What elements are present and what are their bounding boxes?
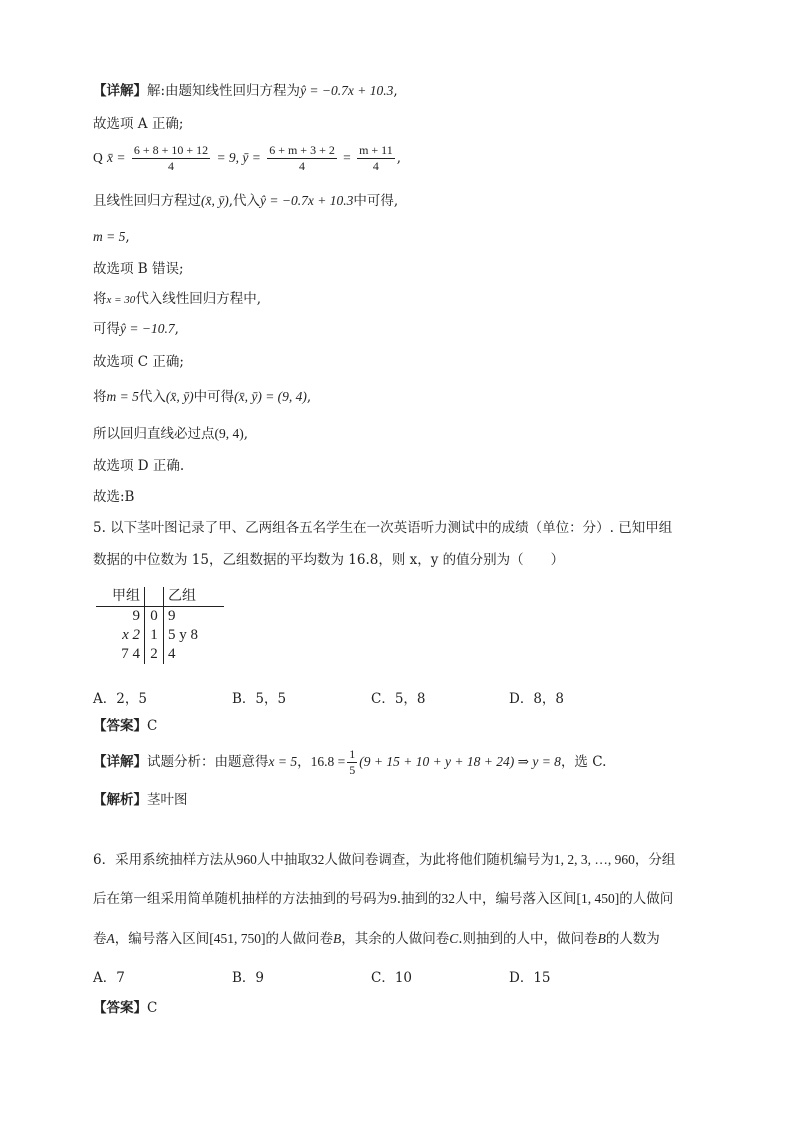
variable: B xyxy=(333,931,342,946)
denominator: 5 xyxy=(349,763,356,777)
q6-option-a: A．7 xyxy=(93,970,125,986)
text: 将 xyxy=(93,389,107,405)
q6-stem-line-1 xyxy=(93,851,675,869)
number: 960 xyxy=(236,852,257,867)
equation: m = 5 xyxy=(93,229,126,244)
q5-answer xyxy=(93,717,157,735)
solution-line-3 xyxy=(93,141,401,175)
leaf-right: 9 xyxy=(168,608,176,624)
punct: ， xyxy=(297,754,311,770)
punct: , xyxy=(306,389,312,405)
punct: , xyxy=(393,83,398,99)
equals: = xyxy=(343,150,351,165)
text: 所以回归直线必过点 xyxy=(93,426,215,442)
leaf-right: 5 y 8 xyxy=(168,627,198,643)
q6-stem-line-3 xyxy=(93,930,660,948)
equation: m = 5 xyxy=(106,389,139,404)
leaf-right: 4 xyxy=(168,646,176,662)
q5-stem-line-1: 5. 以下茎叶图记录了甲、乙两组各五名学生在一次英语听力测试中的成绩（单位：分）. 已知甲组 xyxy=(93,520,673,536)
punct: , xyxy=(396,150,402,166)
point: (x̄, ȳ) xyxy=(165,389,194,404)
interval: [451, 750] xyxy=(209,931,266,946)
numerator: 1 xyxy=(349,747,356,761)
symbol: Q xyxy=(93,150,103,165)
punct: , xyxy=(125,229,130,245)
fraction-1 xyxy=(132,143,210,174)
text: 解:由题知线性回归方程为 xyxy=(147,83,301,99)
q5-detail xyxy=(93,745,606,779)
fraction-3 xyxy=(357,143,395,174)
q6-option-b: B．9 xyxy=(232,970,265,986)
text: .抽到的 xyxy=(396,891,442,907)
q5-option-a: A．2，5 xyxy=(93,691,147,707)
equation: ŷ = −0.7x + 10.3 xyxy=(260,193,354,208)
fraction-2 xyxy=(267,143,337,174)
text: 代入 xyxy=(138,389,166,405)
punct: , xyxy=(174,321,179,337)
q6-answer xyxy=(93,999,157,1017)
point: (x̄, ȳ) xyxy=(201,193,229,208)
equation: 16.8 = xyxy=(310,754,346,769)
numerator: 6 + m + 3 + 2 xyxy=(269,143,335,157)
number: 9 xyxy=(390,891,397,906)
fraction xyxy=(347,747,357,778)
y-mean: = 9, ȳ = xyxy=(216,150,261,165)
equation: x = 5 xyxy=(268,754,298,769)
denominator: 4 xyxy=(167,159,174,173)
solution-line-4 xyxy=(93,192,398,210)
stem-header xyxy=(145,587,164,607)
q5-stem-line-2: 数据的中位数为 15，乙组数据的平均数为 16.8，则 x，y 的值分别为（ ） xyxy=(93,552,565,568)
group-a-header: 甲组 xyxy=(96,587,145,607)
denominator: 4 xyxy=(372,159,379,173)
text: 且线性回归方程过 xyxy=(93,193,201,209)
text: 的人数为 xyxy=(605,931,660,947)
equation: ŷ = −10.7 xyxy=(120,321,175,336)
text: 卷 xyxy=(93,931,107,947)
solution-line-12: 故选项 D 正确. xyxy=(93,458,185,474)
text: 可得 xyxy=(93,321,120,337)
equation: x = 30 xyxy=(106,294,136,306)
stem-value: 1 xyxy=(145,626,164,645)
answer-tag: 【答案】 xyxy=(93,1000,147,1016)
text: ，其余的人做问卷 xyxy=(341,931,450,947)
answer-value: C xyxy=(147,718,158,734)
text: ，选 C. xyxy=(560,754,607,770)
analysis-text: 茎叶图 xyxy=(147,792,188,808)
solution-line-1 xyxy=(93,82,398,100)
solution-line-7 xyxy=(93,290,261,309)
punct: , xyxy=(243,426,249,442)
numerator: 6 + 8 + 10 + 12 xyxy=(133,143,209,157)
q5-analysis xyxy=(93,791,188,809)
solution-line-6: 故选项 B 错误; xyxy=(93,261,184,277)
numerator: m + 11 xyxy=(359,143,393,157)
detail-tag: 【详解】 xyxy=(93,83,147,99)
stem-value: 2 xyxy=(145,645,164,664)
text: ，分组 xyxy=(634,852,676,868)
text: ，编号落入区间 xyxy=(114,931,210,947)
solution-line-9: 故选项 C 正确; xyxy=(93,354,184,370)
leaf-left: 7 4 xyxy=(121,646,140,662)
q6-option-d: D．15 xyxy=(509,970,551,986)
text: 代入线性回归方程中, xyxy=(135,291,262,307)
solution-line-10 xyxy=(93,388,311,406)
answer-value: C xyxy=(147,1000,158,1016)
text: 的人做问卷 xyxy=(265,931,333,947)
text: ,代入 xyxy=(228,193,261,209)
group-b-header: 乙组 xyxy=(164,587,225,607)
text: .则抽到的人中，做问卷 xyxy=(458,931,598,947)
q5-option-d: D．8，8 xyxy=(509,691,565,707)
stem-leaf-plot xyxy=(96,587,224,664)
q5-option-c: C．5，8 xyxy=(371,691,426,707)
variable: A xyxy=(106,931,115,946)
stem-value: 0 xyxy=(145,607,164,627)
answer-tag: 【答案】 xyxy=(93,718,147,734)
text: 中可得, xyxy=(353,193,399,209)
text: 人做问卷调查，为此将他们随机编号为 xyxy=(324,852,554,868)
solution-line-2: 故选项 A 正确; xyxy=(93,116,184,132)
equation: (9 + 15 + 10 + y + 18 + 24) ⇒ y = 8 xyxy=(359,754,561,769)
text: 的人做问 xyxy=(619,891,674,907)
point: (9, 4) xyxy=(214,426,244,441)
q6-stem-line-2 xyxy=(93,890,673,908)
equation: ŷ = −0.7x + 10.3 xyxy=(300,83,394,98)
q6-option-c: C．10 xyxy=(371,970,413,986)
analysis-tag: 【解析】 xyxy=(93,792,147,808)
number: 32 xyxy=(441,891,456,906)
leaf-left: 9 xyxy=(132,608,140,624)
sequence: 1, 2, 3, …, 960 xyxy=(553,852,635,867)
text: 将 xyxy=(93,291,107,307)
q5-option-b: B．5，5 xyxy=(232,691,287,707)
variable: B xyxy=(597,931,606,946)
solution-line-5 xyxy=(93,228,130,246)
text: 后在第一组采用简单随机抽样的方法抽到的号码为 xyxy=(93,891,390,907)
text: 6．采用系统抽样方法从 xyxy=(93,852,237,868)
equation: (x̄, ȳ) = (9, 4) xyxy=(234,389,307,404)
text: 人中抽取 xyxy=(256,852,311,868)
denominator: 4 xyxy=(299,159,306,173)
text: 中可得 xyxy=(193,389,235,405)
text: 试题分析：由题意得 xyxy=(147,754,269,770)
variable: C xyxy=(449,931,459,946)
solution-line-13: 故选:B xyxy=(93,489,135,505)
text: 人中，编号落入区间 xyxy=(455,891,577,907)
leaf-left: x 2 xyxy=(122,627,140,643)
x-mean: x̄ = xyxy=(107,150,126,165)
number: 32 xyxy=(310,852,325,867)
solution-line-11 xyxy=(93,425,248,443)
detail-tag: 【详解】 xyxy=(93,754,147,770)
solution-line-8 xyxy=(93,320,179,338)
interval: [1, 450] xyxy=(576,891,620,906)
